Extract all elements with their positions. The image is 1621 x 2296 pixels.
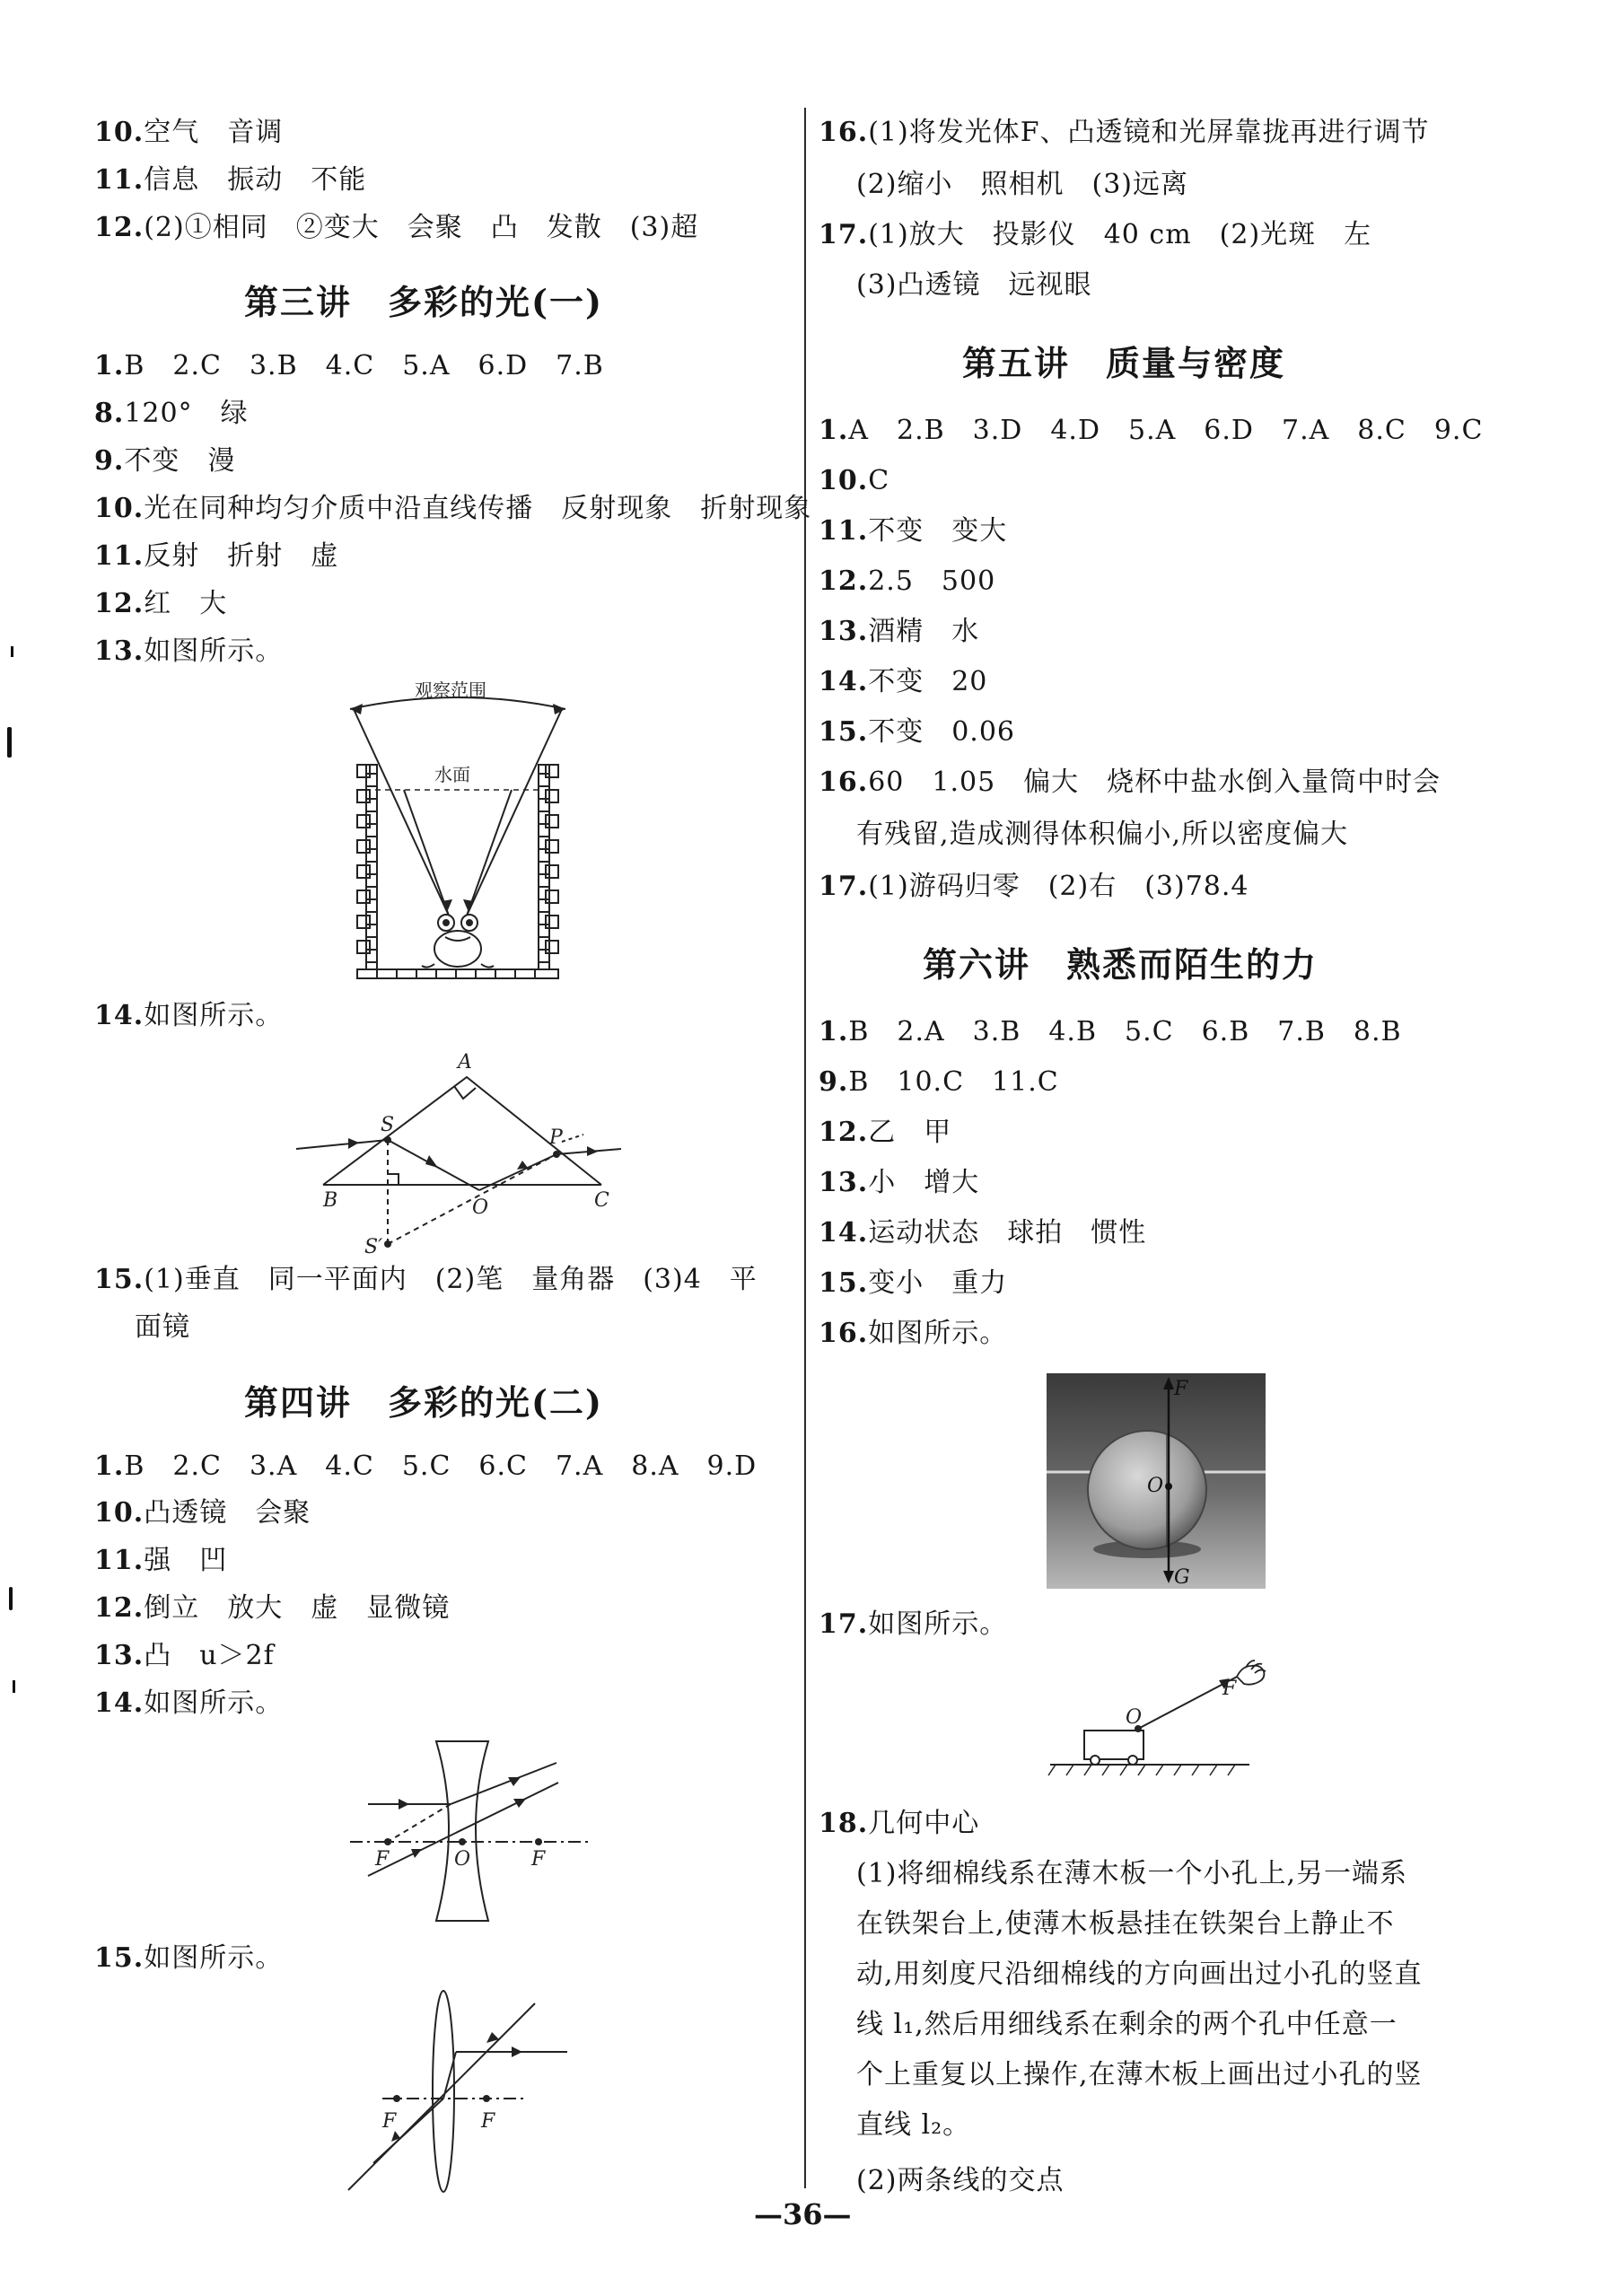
figure-label-F: F [1174,1378,1188,1400]
section-title-lecture4: 第四讲 多彩的光(二) [244,1382,603,1423]
answer-line: 10.C [819,465,890,496]
figure-label-O: O [1147,1475,1164,1497]
answer-line: 1.A 2.B 3.D 4.D 5.A 6.D 7.A 8.C 9.C [819,415,1484,446]
answer-paragraph-line: (1)将细棉线系在薄木板一个小孔上,另一端系 [856,1858,1408,1889]
scan-mark [13,1680,15,1693]
answer-line: (2)缩小 照相机 (3)远离 [856,169,1188,200]
figure-cart-pull [1047,1659,1289,1784]
answer-line: 16.60 1.05 偏大 烧杯中盐水倒入量筒中时会 [819,767,1441,798]
answer-paragraph-line: 动,用刻度尺沿细棉线的方向画出过小孔的竖直 [856,1959,1423,1990]
figure-convex-lens [346,1984,571,2199]
section-title-lecture5: 第五讲 质量与密度 [962,343,1286,383]
answer-line: 15.不变 0.06 [819,716,1015,748]
figure-label-F: F [1222,1678,1237,1700]
figure-label-A: A [458,1051,472,1074]
answer-line: 面镜 [135,1311,190,1343]
cart [1084,1731,1143,1759]
figure-concave-lens [350,1736,592,1930]
answer-line: 11.不变 变大 [819,515,1008,547]
answer-line: 12.红 大 [94,588,228,619]
section-title-lecture6: 第六讲 熟悉而陌生的力 [923,944,1319,985]
figure-label-S-prime: S′ [364,1236,383,1257]
figure-prism-reflection [287,1041,628,1257]
scan-mark [7,727,12,758]
figure-label-O: O [1126,1706,1143,1729]
answer-line: 10.光在同种均匀介质中沿直线传播 反射现象 折射现象 [94,493,812,524]
answer-paragraph-line: (2)两条线的交点 [856,2165,1065,2196]
hand-icon [1237,1661,1266,1685]
answer-line: 13.酒精 水 [819,616,980,647]
figure-label-F-left: F [382,2110,397,2133]
answer-line: 8.120° 绿 [94,398,249,429]
answer-line: 11.信息 振动 不能 [94,164,367,196]
figure-label-F-left: F [375,1848,390,1871]
answer-line: 12.(2)①相同 ②变大 会聚 凸 发散 (3)超 [94,212,699,243]
answer-line: 1.B 2.C 3.A 4.C 5.C 6.C 7.A 8.A 9.D [94,1450,758,1482]
answer-line: 10.凸透镜 会聚 [94,1497,311,1529]
answer-line: 1.B 2.A 3.B 4.B 5.C 6.B 7.B 8.B [819,1016,1402,1047]
answer-line: 15.如图所示。 [94,1942,284,1974]
figure-label-range: 观察范围 [415,679,486,701]
answer-line: 14.如图所示。 [94,1000,284,1031]
figure-label-B: B [323,1189,338,1212]
answer-line: (3)凸透镜 远视眼 [856,269,1092,301]
answer-line: 9.B 10.C 11.C [819,1066,1059,1098]
answer-line: 18.几何中心 [819,1808,980,1839]
scan-mark [9,1587,13,1610]
figure-label-F-right: F [481,2110,495,2133]
figure-label-water: 水面 [434,764,470,785]
figure-label-C: C [594,1189,609,1212]
answer-line: 12.乙 甲 [819,1117,952,1148]
answer-line: 17.(1)放大 投影仪 40 cm (2)光斑 左 [819,219,1372,250]
answer-line: 13.凸 u＞2f [94,1640,275,1671]
answer-line: 有残留,造成测得体积偏小,所以密度偏大 [856,819,1349,850]
figure-label-S: S [381,1114,395,1136]
figure-label-F-right: F [531,1848,546,1871]
answer-line: 14.如图所示。 [94,1687,284,1719]
answer-line: 16.(1)将发光体F、凸透镜和光屏靠拢再进行调节 [819,117,1430,148]
answer-line: 11.强 凹 [94,1545,228,1576]
answer-paragraph-line: 个上重复以上操作,在薄木板上画出过小孔的竖 [856,2059,1423,2090]
answer-paragraph-line: 直线 l₂。 [856,2109,971,2141]
section-title-lecture3: 第三讲 多彩的光(一) [244,282,603,322]
scan-mark [11,646,13,657]
answer-line: 12.2.5 500 [819,565,996,597]
figure-label-O: O [472,1196,489,1219]
answer-paragraph-line: 线 l₁,然后用细线系在剩余的两个孔中任意一 [856,2009,1398,2040]
figure-label-G: G [1174,1566,1190,1589]
answer-paragraph-line: 在铁架台上,使薄木板悬挂在铁架台上静止不 [856,1908,1395,1940]
answer-line: 17.(1)游码归零 (2)右 (3)78.4 [819,871,1249,902]
answer-line: 10.空气 音调 [94,117,284,148]
answer-line: 11.反射 折射 虚 [94,540,339,572]
answer-line: 14.不变 20 [819,666,988,697]
answer-line: 12.倒立 放大 虚 显微镜 [94,1592,451,1624]
figure-label-P: P [549,1126,563,1149]
answer-line: 13.小 增大 [819,1167,980,1198]
answer-line: 16.如图所示。 [819,1318,1008,1349]
page-number: —36— [754,2197,852,2231]
answer-line: 15.变小 重力 [819,1267,1008,1299]
answer-line: 1.B 2.C 3.B 4.C 5.A 6.D 7.B [94,350,604,381]
answer-line: 13.如图所示。 [94,635,284,667]
column-divider [804,108,806,2188]
answer-line: 17.如图所示。 [819,1608,1008,1640]
answer-line: 14.运动状态 球拍 惯性 [819,1217,1147,1249]
figure-label-O: O [454,1848,471,1871]
figure-ball-forces [1047,1373,1266,1589]
answer-line: 9.不变 漫 [94,445,236,477]
figure-frog-well [341,675,574,980]
answer-line: 15.(1)垂直 同一平面内 (2)笔 量角器 (3)4 平 [94,1264,758,1295]
frog-icon [422,915,494,968]
